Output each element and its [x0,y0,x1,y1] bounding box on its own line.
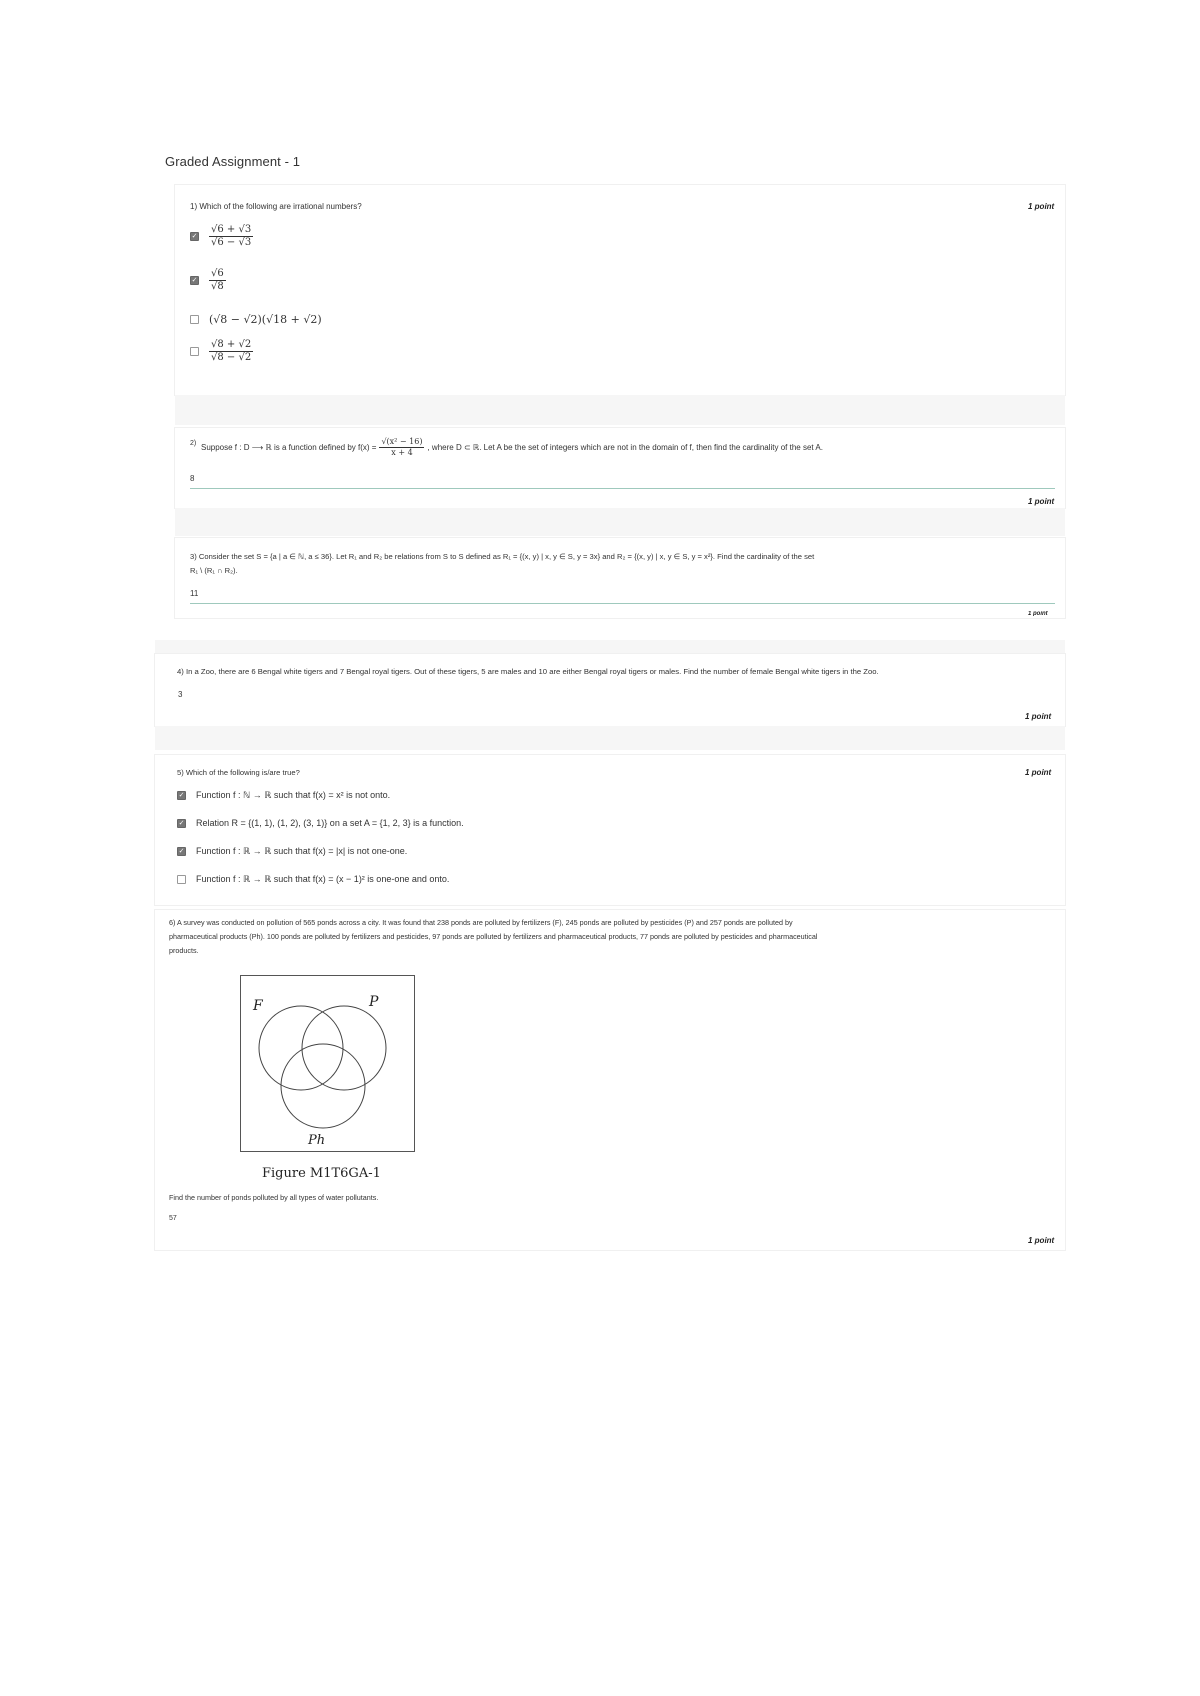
question-1-text: 1) Which of the following are irrational numbers? [190,202,362,211]
question-4-text: 4) In a Zoo, there are 6 Bengal white tigers and 7 Bengal royal tigers. Out of these tigers, 5 are males and 10 are either Bengal royal tigers or males. Find the number of female Bengal white tigers in the Zoo. [177,667,879,676]
question-6-text-line1: 6) A survey was conducted on pollution of 565 ponds across a city. It was found that 238 ponds are polluted by fertilizers (F), 245 ponds are polluted by pesticides (P) and 257 ponds are polluted by [169,918,793,927]
checkbox-checked-icon[interactable]: ✓ [178,848,185,855]
question-1-points: 1 point [1028,202,1055,211]
question-5-text: 5) Which of the following is/are true? [177,768,300,777]
q5-option-3[interactable] [177,846,407,857]
question-3-answer-input[interactable]: 11 [190,589,199,598]
fraction-denominator: √6 − √3 [211,237,252,248]
question-4-top-band [155,640,1065,654]
venn-diagram-svg [241,976,414,1151]
fraction-numerator: √6 [211,268,224,279]
q5-option-1-label: Function f : ℕ → ℝ such that f(x) = x² is not onto. [196,790,391,800]
question-4-footer-band [155,726,1065,750]
question-2-text-post: , where D ⊂ ℝ. Let A be the set of integers which are not in the domain of f, then find the cardinality of the set A. [427,443,823,452]
question-3-card [175,538,1065,618]
question-3-text-line1: 3) Consider the set S = {a | a ∈ ℕ, a ≤ 36}. Let R₁ and R₂ be relations from S to S defined as R₁ = {(x, y) | x, y ∈ S, y = 3x} and R₂ = {(x, y) | x, y ∈ S, y = x²}. Find the cardinality of the set [190,552,815,561]
q1-option-1[interactable] [190,224,253,249]
fraction-denominator: x + 4 [391,448,413,457]
q1-option-1-fraction [209,224,253,249]
checkbox-checked-icon[interactable]: ✓ [191,233,198,240]
checkbox-checked-icon[interactable]: ✓ [178,819,185,827]
question-1-footer-band [175,395,1065,425]
question-3-points: 1 point [1028,611,1048,616]
q1-option-3-label: (√8 − √2)(√18 + √2) [209,313,322,326]
question-4-answer-input[interactable]: 3 [178,690,183,699]
question-4-points: 1 point [1025,712,1052,721]
venn-diagram-figure [240,975,415,1152]
question-6-answer-input[interactable]: 57 [169,1215,177,1222]
checkbox-unchecked-icon[interactable] [190,315,199,324]
q5-option-2-label: Relation R = {(1, 1), (1, 2), (3, 1)} on a set A = {1, 2, 3} is a function. [196,818,464,828]
page-title: Graded Assignment - 1 [165,154,301,169]
venn-label-p: P [369,994,379,1010]
q5-option-4-label: Function f : ℝ → ℝ such that f(x) = (x − 1)² is one-one and onto. [196,874,450,884]
question-2-points: 1 point [1028,497,1055,506]
question-2-number: 2) [190,440,197,447]
question-6-text-line3: products. [169,946,199,955]
question-2-text-pre: Suppose f : D ⟶ ℝ is a function defined by f(x) = [201,443,377,452]
venn-circle-ph [281,1044,365,1128]
question-2-footer-band [175,508,1065,536]
question-2-answer-input[interactable]: 8 [190,474,195,483]
q1-option-2-fraction [209,268,226,293]
fraction-numerator: √8 + √2 [211,339,252,350]
q5-option-4[interactable] [177,874,449,885]
venn-label-ph: Ph [308,1133,326,1148]
checkbox-unchecked-icon[interactable] [177,875,186,884]
fraction-denominator: √8 − √2 [211,352,252,363]
q1-option-4[interactable] [190,339,253,364]
question-3-text-line2: R₁ \ (R₁ ∩ R₂). [190,566,238,575]
q5-option-2[interactable] [177,818,464,828]
figure-caption: Figure M1T6GA-1 [262,1166,381,1181]
question-2-text [201,437,823,458]
checkbox-checked-icon[interactable]: ✓ [178,792,185,799]
checkbox-checked-icon[interactable]: ✓ [191,277,198,284]
question-3-answer-underline [190,603,1055,604]
q5-option-3-label: Function f : ℝ → ℝ such that f(x) = |x| is not one-one. [196,846,408,856]
question-2-fraction [379,437,424,458]
venn-label-f: F [253,998,263,1014]
q5-option-1[interactable] [177,790,390,801]
question-4-card [155,654,1065,726]
question-6-text-after-figure: Find the number of ponds polluted by all types of water pollutants. [169,1193,379,1202]
question-2-answer-underline [190,488,1055,489]
fraction-denominator: √8 [211,281,224,292]
question-6-text-line2: pharmaceutical products (Ph). 100 ponds are polluted by fertilizers and pesticides, 97 ponds are polluted by fertilizers and pharmaceutical products, 77 ponds are polluted by pesticides and pharmaceutical [169,932,818,941]
q1-option-4-fraction [209,339,253,364]
checkbox-unchecked-icon[interactable] [190,347,199,356]
fraction-numerator: √6 + √3 [211,224,252,235]
q1-option-3[interactable] [190,313,322,326]
venn-circle-p [302,1006,386,1090]
question-6-points: 1 point [1028,1236,1055,1245]
question-1-card [175,185,1065,395]
venn-circle-f [259,1006,343,1090]
q1-option-2[interactable] [190,268,226,293]
fraction-numerator: √(x² − 16) [381,437,423,446]
question-5-points: 1 point [1025,768,1052,777]
